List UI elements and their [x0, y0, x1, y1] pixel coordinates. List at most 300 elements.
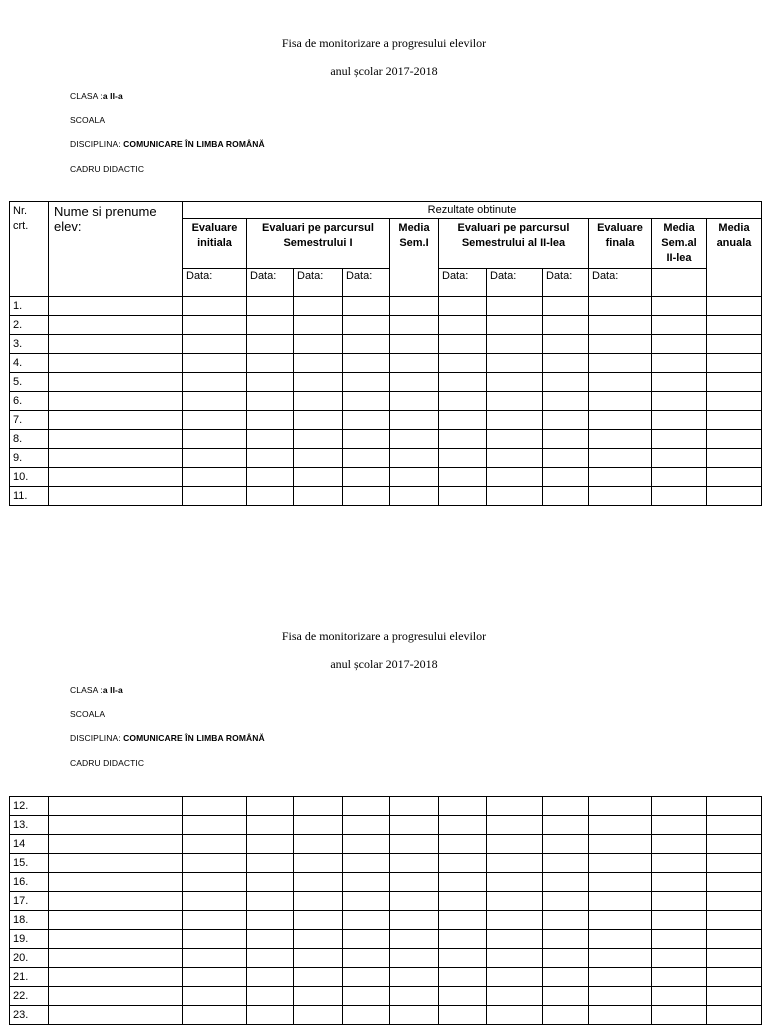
grade-cell[interactable] [343, 968, 390, 987]
grade-cell[interactable] [343, 1006, 390, 1025]
grade-cell[interactable] [294, 430, 343, 449]
grade-cell[interactable] [343, 911, 390, 930]
grade-cell[interactable] [390, 411, 439, 430]
grade-cell[interactable] [487, 468, 543, 487]
grade-cell[interactable] [247, 892, 294, 911]
grade-cell[interactable] [439, 354, 487, 373]
grade-cell[interactable] [707, 411, 762, 430]
grade-cell[interactable] [183, 354, 247, 373]
grade-cell[interactable] [247, 968, 294, 987]
grade-cell[interactable] [652, 411, 707, 430]
grade-cell[interactable] [343, 987, 390, 1006]
grade-cell[interactable] [49, 930, 183, 949]
grade-cell[interactable] [707, 949, 762, 968]
grade-cell[interactable] [543, 835, 589, 854]
grade-cell[interactable] [183, 487, 247, 506]
grade-cell[interactable] [390, 449, 439, 468]
grade-cell[interactable] [487, 949, 543, 968]
grade-cell[interactable] [487, 1006, 543, 1025]
grade-cell[interactable] [390, 835, 439, 854]
grade-cell[interactable] [589, 835, 652, 854]
grade-cell[interactable] [343, 797, 390, 816]
grade-cell[interactable] [294, 468, 343, 487]
grade-cell[interactable] [707, 316, 762, 335]
grade-cell[interactable] [390, 797, 439, 816]
grade-cell[interactable] [589, 930, 652, 949]
row-number: 18. [10, 911, 49, 930]
table-row [10, 430, 762, 449]
grade-cell[interactable] [49, 1006, 183, 1025]
grade-cell[interactable] [247, 911, 294, 930]
grade-cell[interactable] [487, 411, 543, 430]
grade-cell[interactable] [183, 854, 247, 873]
grade-cell[interactable] [543, 335, 589, 354]
grade-cell[interactable] [343, 892, 390, 911]
grade-cell[interactable] [183, 430, 247, 449]
grade-cell[interactable] [294, 797, 343, 816]
grade-cell[interactable] [294, 911, 343, 930]
grade-cell[interactable] [247, 816, 294, 835]
grade-cell[interactable] [589, 373, 652, 392]
grade-cell[interactable] [49, 816, 183, 835]
grade-cell[interactable] [390, 373, 439, 392]
grade-cell[interactable] [707, 987, 762, 1006]
grade-cell[interactable] [49, 487, 183, 506]
grade-cell[interactable] [183, 873, 247, 892]
grade-cell[interactable] [247, 392, 294, 411]
grade-cell[interactable] [589, 892, 652, 911]
grade-cell[interactable] [439, 430, 487, 449]
grade-cell[interactable] [183, 911, 247, 930]
grade-cell[interactable] [49, 835, 183, 854]
grade-cell[interactable] [247, 316, 294, 335]
grade-cell[interactable] [707, 930, 762, 949]
grade-cell[interactable] [390, 930, 439, 949]
grade-cell[interactable] [390, 854, 439, 873]
grade-cell[interactable] [487, 968, 543, 987]
grade-cell[interactable] [294, 411, 343, 430]
grade-cell[interactable] [247, 297, 294, 316]
grade-cell[interactable] [49, 373, 183, 392]
grade-cell[interactable] [652, 797, 707, 816]
grade-cell[interactable] [652, 911, 707, 930]
grade-cell[interactable] [49, 797, 183, 816]
grade-cell[interactable] [543, 1006, 589, 1025]
grade-cell[interactable] [652, 354, 707, 373]
grade-cell[interactable] [487, 487, 543, 506]
media-anuala-header: Media anuala [707, 219, 762, 297]
grade-cell[interactable] [487, 911, 543, 930]
grade-cell[interactable] [707, 873, 762, 892]
grade-cell[interactable] [390, 468, 439, 487]
grade-cell[interactable] [294, 354, 343, 373]
grade-cell[interactable] [343, 854, 390, 873]
grade-cell[interactable] [247, 449, 294, 468]
grade-cell[interactable] [247, 854, 294, 873]
grade-cell[interactable] [439, 468, 487, 487]
grade-cell[interactable] [247, 797, 294, 816]
grade-cell[interactable] [589, 987, 652, 1006]
grade-cell[interactable] [589, 335, 652, 354]
grade-cell[interactable] [183, 835, 247, 854]
grade-cell[interactable] [343, 430, 390, 449]
grade-cell[interactable] [543, 911, 589, 930]
grade-cell[interactable] [294, 487, 343, 506]
row-number: 15. [10, 854, 49, 873]
grade-cell[interactable] [652, 949, 707, 968]
grade-cell[interactable] [294, 816, 343, 835]
grade-cell[interactable] [652, 835, 707, 854]
data-cell: Data: [343, 269, 390, 297]
grade-cell[interactable] [49, 968, 183, 987]
grade-cell[interactable] [343, 487, 390, 506]
grade-cell[interactable] [652, 297, 707, 316]
grade-cell[interactable] [343, 373, 390, 392]
grade-cell[interactable] [589, 968, 652, 987]
grade-cell[interactable] [543, 449, 589, 468]
grade-cell[interactable] [439, 797, 487, 816]
grade-cell[interactable] [49, 911, 183, 930]
grade-cell[interactable] [652, 468, 707, 487]
grade-cell[interactable] [183, 335, 247, 354]
grade-cell[interactable] [343, 354, 390, 373]
grade-cell[interactable] [183, 297, 247, 316]
grade-cell[interactable] [390, 892, 439, 911]
grade-cell[interactable] [49, 430, 183, 449]
grade-cell[interactable] [247, 430, 294, 449]
grade-cell[interactable] [247, 1006, 294, 1025]
grade-cell[interactable] [589, 854, 652, 873]
grade-cell[interactable] [707, 297, 762, 316]
data-cell: Data: [543, 269, 589, 297]
table-row [10, 949, 762, 968]
scoala-label: SCOALA [70, 115, 106, 125]
grade-cell[interactable] [439, 911, 487, 930]
grade-cell[interactable] [439, 392, 487, 411]
table-row [10, 1006, 762, 1025]
grade-cell[interactable] [247, 335, 294, 354]
grade-cell[interactable] [707, 968, 762, 987]
grade-cell[interactable] [487, 316, 543, 335]
grade-cell[interactable] [707, 854, 762, 873]
grade-cell[interactable] [294, 392, 343, 411]
grade-cell[interactable] [707, 335, 762, 354]
grade-cell[interactable] [589, 297, 652, 316]
grade-cell[interactable] [49, 392, 183, 411]
grade-cell[interactable] [294, 835, 343, 854]
grade-cell[interactable] [543, 373, 589, 392]
grade-cell[interactable] [294, 316, 343, 335]
grade-cell[interactable] [439, 316, 487, 335]
grade-cell[interactable] [343, 392, 390, 411]
grade-cell[interactable] [439, 987, 487, 1006]
grade-cell[interactable] [390, 1006, 439, 1025]
grade-cell[interactable] [543, 949, 589, 968]
grade-cell[interactable] [343, 316, 390, 335]
grade-cell[interactable] [487, 854, 543, 873]
grade-cell[interactable] [487, 335, 543, 354]
grade-cell[interactable] [343, 949, 390, 968]
grade-cell[interactable] [589, 816, 652, 835]
grade-cell[interactable] [390, 316, 439, 335]
grade-cell[interactable] [543, 297, 589, 316]
grade-cell[interactable] [589, 797, 652, 816]
table-row [10, 297, 762, 316]
grade-cell[interactable] [294, 968, 343, 987]
grade-cell[interactable] [707, 1006, 762, 1025]
grade-cell[interactable] [652, 968, 707, 987]
grade-cell[interactable] [343, 816, 390, 835]
grade-cell[interactable] [652, 1006, 707, 1025]
grade-cell[interactable] [247, 354, 294, 373]
grade-cell[interactable] [543, 354, 589, 373]
grade-cell[interactable] [487, 873, 543, 892]
grade-cell[interactable] [343, 930, 390, 949]
grade-cell[interactable] [294, 892, 343, 911]
grade-cell[interactable] [49, 854, 183, 873]
grade-cell[interactable] [543, 392, 589, 411]
grade-cell[interactable] [543, 797, 589, 816]
grade-cell[interactable] [294, 297, 343, 316]
grade-cell[interactable] [439, 1006, 487, 1025]
grade-cell[interactable] [589, 430, 652, 449]
grade-cell[interactable] [543, 892, 589, 911]
grade-cell[interactable] [589, 487, 652, 506]
grade-cell[interactable] [183, 892, 247, 911]
disciplina-line-page2 [70, 733, 265, 743]
grade-cell[interactable] [487, 430, 543, 449]
grade-cell[interactable] [247, 835, 294, 854]
grade-cell[interactable] [652, 373, 707, 392]
grade-cell[interactable] [707, 797, 762, 816]
grade-cell[interactable] [390, 987, 439, 1006]
grade-cell[interactable] [487, 816, 543, 835]
grade-cell[interactable] [294, 1006, 343, 1025]
grade-cell[interactable] [439, 335, 487, 354]
grade-cell[interactable] [439, 892, 487, 911]
evaluare-initiala-header: Evaluare initiala [183, 219, 247, 269]
grade-cell[interactable] [543, 968, 589, 987]
grade-cell[interactable] [487, 449, 543, 468]
grade-cell[interactable] [294, 987, 343, 1006]
grade-cell[interactable] [247, 487, 294, 506]
grade-cell[interactable] [247, 987, 294, 1006]
grade-cell[interactable] [183, 987, 247, 1006]
grade-cell[interactable] [439, 487, 487, 506]
grade-cell[interactable] [294, 854, 343, 873]
grade-cell[interactable] [589, 316, 652, 335]
row-number: 16. [10, 873, 49, 892]
grade-cell[interactable] [343, 335, 390, 354]
row-number: 2. [10, 316, 49, 335]
grade-cell[interactable] [707, 487, 762, 506]
grade-cell[interactable] [652, 335, 707, 354]
grade-cell[interactable] [589, 911, 652, 930]
grade-cell[interactable] [439, 835, 487, 854]
grade-cell[interactable] [707, 430, 762, 449]
grade-cell[interactable] [294, 930, 343, 949]
grade-cell[interactable] [183, 373, 247, 392]
grade-cell[interactable] [439, 930, 487, 949]
data-cell: Data: [294, 269, 343, 297]
grade-cell[interactable] [589, 449, 652, 468]
grade-cell[interactable] [49, 949, 183, 968]
grade-cell[interactable] [343, 297, 390, 316]
grade-cell[interactable] [589, 354, 652, 373]
grade-cell[interactable] [247, 949, 294, 968]
grade-cell[interactable] [543, 873, 589, 892]
row-number: 4. [10, 354, 49, 373]
grade-cell[interactable] [652, 449, 707, 468]
grade-cell[interactable] [343, 411, 390, 430]
grade-cell[interactable] [439, 411, 487, 430]
grade-cell[interactable] [543, 487, 589, 506]
grade-cell[interactable] [183, 411, 247, 430]
grade-cell[interactable] [652, 316, 707, 335]
grade-cell[interactable] [707, 392, 762, 411]
grade-cell[interactable] [652, 816, 707, 835]
grade-cell[interactable] [390, 392, 439, 411]
grade-cell[interactable] [49, 873, 183, 892]
grade-cell[interactable] [439, 873, 487, 892]
grade-cell[interactable] [652, 892, 707, 911]
grade-cell[interactable] [707, 835, 762, 854]
grade-cell[interactable] [487, 354, 543, 373]
grade-cell[interactable] [390, 873, 439, 892]
grade-cell[interactable] [439, 949, 487, 968]
grade-cell[interactable] [543, 316, 589, 335]
grade-cell[interactable] [390, 949, 439, 968]
row-number: 6. [10, 392, 49, 411]
grade-cell[interactable] [183, 449, 247, 468]
grade-cell[interactable] [589, 468, 652, 487]
disciplina-value: COMUNICARE ÎN LIMBA ROMÂNĂ [123, 733, 265, 743]
grade-cell[interactable] [487, 892, 543, 911]
grade-cell[interactable] [707, 449, 762, 468]
grade-cell[interactable] [707, 816, 762, 835]
grade-cell[interactable] [183, 816, 247, 835]
grade-cell[interactable] [543, 987, 589, 1006]
table-row [10, 373, 762, 392]
grade-cell[interactable] [183, 1006, 247, 1025]
grade-cell[interactable] [294, 335, 343, 354]
grade-cell[interactable] [183, 797, 247, 816]
grade-cell[interactable] [652, 987, 707, 1006]
grade-cell[interactable] [543, 468, 589, 487]
grade-cell[interactable] [652, 930, 707, 949]
grade-cell[interactable] [390, 816, 439, 835]
grade-cell[interactable] [294, 449, 343, 468]
grade-cell[interactable] [439, 373, 487, 392]
grade-cell[interactable] [487, 297, 543, 316]
grade-cell[interactable] [49, 354, 183, 373]
grade-cell[interactable] [247, 930, 294, 949]
grade-cell[interactable] [390, 297, 439, 316]
row-number: 13. [10, 816, 49, 835]
grade-cell[interactable] [439, 449, 487, 468]
clasa-line-page2 [70, 685, 123, 695]
grade-cell[interactable] [652, 873, 707, 892]
grade-cell[interactable] [543, 816, 589, 835]
grade-cell[interactable] [183, 316, 247, 335]
grade-cell[interactable] [589, 392, 652, 411]
grade-cell[interactable] [247, 411, 294, 430]
grade-cell[interactable] [390, 335, 439, 354]
grade-cell[interactable] [49, 468, 183, 487]
grade-cell[interactable] [652, 392, 707, 411]
grade-cell[interactable] [247, 873, 294, 892]
grade-cell[interactable] [183, 468, 247, 487]
grade-cell[interactable] [183, 968, 247, 987]
grade-cell[interactable] [707, 911, 762, 930]
grade-cell[interactable] [183, 949, 247, 968]
grade-cell[interactable] [247, 373, 294, 392]
grade-cell[interactable] [652, 854, 707, 873]
grade-cell[interactable] [487, 987, 543, 1006]
grade-cell[interactable] [487, 797, 543, 816]
table-body-page1 [10, 297, 762, 506]
grade-cell[interactable] [49, 449, 183, 468]
grade-cell[interactable] [49, 892, 183, 911]
grade-cell[interactable] [343, 468, 390, 487]
grade-cell[interactable] [707, 468, 762, 487]
grade-cell[interactable] [487, 392, 543, 411]
grade-cell[interactable] [49, 335, 183, 354]
grade-cell[interactable] [183, 930, 247, 949]
grade-cell[interactable] [390, 911, 439, 930]
grade-cell[interactable] [390, 354, 439, 373]
grade-cell[interactable] [294, 873, 343, 892]
grade-cell[interactable] [183, 392, 247, 411]
grade-cell[interactable] [589, 873, 652, 892]
grade-cell[interactable] [589, 411, 652, 430]
grade-cell[interactable] [589, 949, 652, 968]
grade-cell[interactable] [49, 297, 183, 316]
grade-cell[interactable] [390, 968, 439, 987]
grade-cell[interactable] [343, 835, 390, 854]
grade-cell[interactable] [487, 930, 543, 949]
grade-cell[interactable] [49, 316, 183, 335]
grade-cell[interactable] [49, 411, 183, 430]
grade-cell[interactable] [652, 487, 707, 506]
grade-cell[interactable] [543, 430, 589, 449]
grade-cell[interactable] [543, 854, 589, 873]
grade-cell[interactable] [343, 873, 390, 892]
grade-cell[interactable] [543, 411, 589, 430]
grade-cell[interactable] [49, 987, 183, 1006]
grade-cell[interactable] [707, 354, 762, 373]
grade-cell[interactable] [439, 297, 487, 316]
grade-cell[interactable] [487, 373, 543, 392]
grade-cell[interactable] [589, 1006, 652, 1025]
grade-cell[interactable] [294, 373, 343, 392]
grade-cell[interactable] [390, 430, 439, 449]
grade-cell[interactable] [390, 487, 439, 506]
grade-cell[interactable] [247, 468, 294, 487]
grade-cell[interactable] [294, 949, 343, 968]
grade-cell[interactable] [707, 373, 762, 392]
grade-cell[interactable] [439, 854, 487, 873]
grade-cell[interactable] [652, 430, 707, 449]
grade-cell[interactable] [343, 449, 390, 468]
grade-cell[interactable] [439, 816, 487, 835]
grade-cell[interactable] [439, 968, 487, 987]
grade-cell[interactable] [707, 892, 762, 911]
table-row [10, 816, 762, 835]
grade-cell[interactable] [543, 930, 589, 949]
grade-cell[interactable] [487, 835, 543, 854]
table-row [10, 335, 762, 354]
